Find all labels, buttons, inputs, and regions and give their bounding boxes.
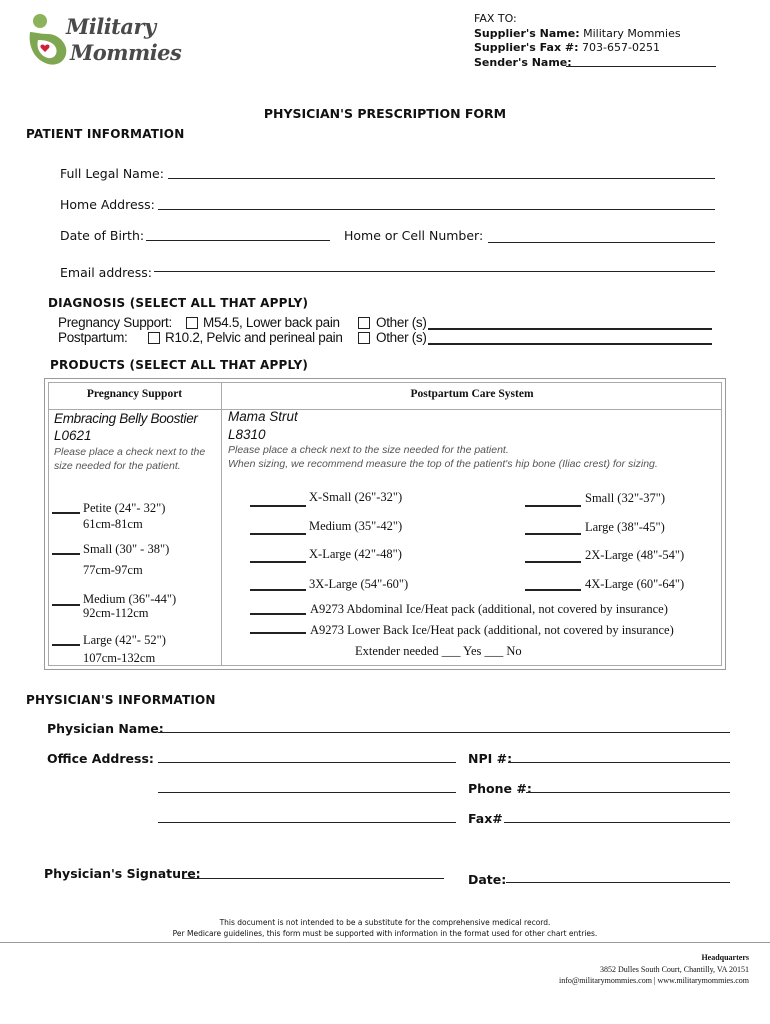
email-field[interactable] (154, 271, 715, 272)
postpartum-label: Postpartum: (58, 330, 128, 345)
fax-header (474, 12, 681, 70)
physician-fax-field[interactable] (504, 822, 730, 823)
dob-field[interactable] (146, 240, 330, 241)
supplier-fax-label: Supplier's Fax #: (474, 41, 579, 54)
physician-phone-label: Phone #: (468, 781, 532, 796)
date-field[interactable] (506, 882, 730, 883)
disclaimer-line2: Per Medicare guidelines, this form must be supported with information in the format used for other chart entries. (172, 929, 598, 938)
footer-address: 3852 Dulles South Court, Chantilly, VA 20151 (600, 965, 749, 974)
office-address-label: Office Address: (47, 751, 154, 766)
mama-strut-code: L8310 (228, 427, 266, 442)
products-section-title: PRODUCTS (SELECT ALL THAT APPLY) (50, 358, 309, 372)
pregnancy-support-label: Pregnancy Support: (58, 315, 172, 330)
footer-divider (0, 942, 770, 943)
strut-xsmall-label: X-Small (26"-32") (309, 490, 403, 504)
physician-section-title: PHYSICIAN'S INFORMATION (26, 693, 216, 707)
belly-boostier-name: Embracing Belly Boostier (54, 411, 198, 426)
r102-label: R10.2, Pelvic and perineal pain (165, 330, 343, 345)
strut-3xlarge-label: 3X-Large (54"-60") (309, 577, 409, 591)
belly-large-label: Large (42"- 52") (83, 633, 166, 647)
back-pack-check[interactable] (250, 632, 306, 634)
date-label: Date: (468, 872, 507, 887)
pregnancy-support-header: Pregnancy Support (86, 388, 183, 400)
sender-name-row (474, 56, 681, 71)
sender-name-label: Sender's Name: (474, 55, 572, 69)
belly-small-label: Small (30" - 38") (83, 542, 170, 556)
email-label: Email address: (60, 265, 152, 280)
abdominal-pack-label: A9273 Abdominal Ice/Heat pack (additional, not covered by insurance) (310, 602, 668, 616)
disclaimer (0, 917, 770, 939)
strut-large-label: Large (38"-45") (585, 520, 665, 534)
phone-field[interactable] (488, 242, 715, 243)
phone-label: Home or Cell Number: (344, 228, 484, 243)
physician-phone-field[interactable] (526, 792, 730, 793)
supplier-fax-row (474, 41, 681, 56)
diagnosis-section-title: DIAGNOSIS (SELECT ALL THAT APPLY) (48, 296, 309, 310)
strut-4xlarge-check[interactable] (525, 589, 581, 591)
belly-small-metric: 77cm-97cm (83, 563, 143, 577)
strut-medium-check[interactable] (250, 533, 306, 535)
belly-petite-metric: 61cm-81cm (83, 517, 143, 531)
strut-2xlarge-check[interactable] (525, 561, 581, 563)
strut-xlarge-check[interactable] (250, 561, 306, 563)
belly-medium-check[interactable] (52, 604, 80, 606)
npi-field[interactable] (508, 762, 730, 763)
strut-xlarge-label: X-Large (42"-48") (309, 547, 402, 561)
office-address-field-3[interactable] (158, 822, 456, 823)
fax-to-label: FAX TO: (474, 12, 517, 25)
belly-large-metric: 107cm-132cm (83, 651, 156, 665)
products-column-divider (221, 382, 222, 666)
supplier-name-row (474, 27, 681, 42)
patient-section-title: PATIENT INFORMATION (26, 127, 185, 141)
office-address-field-2[interactable] (158, 792, 456, 793)
form-title: PHYSICIAN'S PRESCRIPTION FORM (263, 106, 507, 121)
dob-label: Date of Birth: (60, 228, 145, 243)
strut-large-check[interactable] (525, 533, 581, 535)
physician-name-label: Physician Name: (47, 721, 164, 736)
postpartum-care-header: Postpartum Care System (410, 388, 534, 400)
strut-2xlarge-label: 2X-Large (48"-54") (585, 548, 685, 562)
office-address-field-1[interactable] (158, 762, 456, 763)
other2-field[interactable] (428, 343, 712, 345)
belly-small-check[interactable] (52, 553, 80, 555)
belly-petite-label: Petite (24"- 32") (83, 501, 166, 515)
full-name-field[interactable] (168, 178, 715, 179)
strut-xsmall-check[interactable] (250, 505, 306, 507)
supplier-name-label: Supplier's Name: (474, 26, 580, 40)
home-address-label: Home Address: (60, 197, 155, 212)
full-name-label: Full Legal Name: (60, 166, 164, 181)
signature-field[interactable] (182, 878, 444, 879)
strut-note-line2: When sizing, we recommend measure the top of the patient's hip bone (Iliac crest) for sizing. (228, 458, 658, 470)
belly-note-line1: Please place a check next to the (54, 446, 206, 458)
m545-checkbox[interactable] (186, 317, 198, 329)
strut-medium-label: Medium (35"-42") (309, 519, 403, 533)
supplier-name-value: Military Mommies (583, 26, 681, 40)
physician-name-field[interactable] (158, 732, 730, 733)
m545-label: M54.5, Lower back pain (203, 315, 340, 330)
logo-text-line2: Mommies (70, 40, 182, 65)
extender-label: Extender needed ___ Yes ___ No (355, 644, 522, 658)
logo-mark-icon (26, 12, 70, 68)
other2-label: Other (s) (376, 330, 427, 345)
abdominal-pack-check[interactable] (250, 613, 306, 615)
sender-name-field[interactable] (566, 66, 716, 67)
strut-3xlarge-check[interactable] (250, 589, 306, 591)
home-address-field[interactable] (158, 209, 715, 210)
npi-label: NPI #: (468, 751, 513, 766)
supplier-fax-value: 703-657-0251 (582, 41, 660, 54)
belly-large-check[interactable] (52, 644, 80, 646)
other1-label: Other (s) (376, 315, 427, 330)
back-pack-label: A9273 Lower Back Ice/Heat pack (additional, not covered by insurance) (310, 623, 674, 637)
strut-4xlarge-label: 4X-Large (60"-64") (585, 577, 685, 591)
other1-field[interactable] (428, 328, 712, 330)
belly-note-line2: size needed for the patient. (54, 460, 181, 472)
logo-text-line1: Military (66, 14, 156, 39)
belly-boostier-code: L0621 (54, 428, 92, 443)
logo (26, 12, 182, 72)
strut-note-line1: Please place a check next to the size needed for the patient. (228, 444, 509, 456)
belly-petite-check[interactable] (52, 512, 80, 514)
signature-label: Physician's Signature: (44, 866, 201, 881)
strut-small-label: Small (32"-37") (585, 491, 665, 505)
other1-checkbox[interactable] (358, 317, 370, 329)
other2-checkbox[interactable] (358, 332, 370, 344)
disclaimer-line1: This document is not intended to be a substitute for the comprehensive medical record. (219, 918, 551, 927)
footer-title: Headquarters (701, 953, 749, 962)
physician-fax-label: Fax# (468, 811, 503, 826)
products-header-divider (48, 409, 722, 410)
strut-small-check[interactable] (525, 505, 581, 507)
belly-medium-label: Medium (36"-44") (83, 592, 177, 606)
r102-checkbox[interactable] (148, 332, 160, 344)
mama-strut-name: Mama Strut (228, 409, 298, 424)
footer-contact: info@militarymommies.com | www.militarymommies.com (559, 976, 749, 985)
belly-medium-metric: 92cm-112cm (83, 606, 149, 620)
